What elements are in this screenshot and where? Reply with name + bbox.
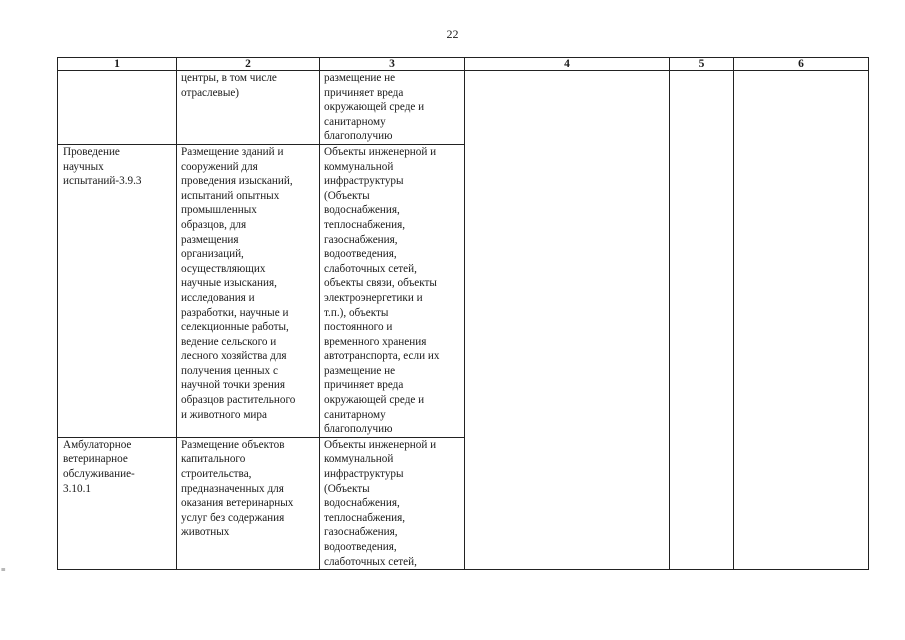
row3-auxiliary-objects-text: Объекты инженерной и коммунальной инфраструктуры (Объекты водоснабжения, теплоснабжения, газоснабжения, водоотведения, слаботочных сетей,	[324, 438, 437, 568]
row3-use-type-text: Амбулаторное ветеринарное обслуживание- 3.10.1	[63, 438, 135, 495]
row1-use-type	[58, 71, 177, 145]
table-header-row	[58, 58, 869, 71]
row2-use-type-text: Проведение научных испытаний-3.9.3	[63, 145, 142, 188]
row1-description	[177, 71, 320, 145]
table-row	[58, 71, 869, 145]
row2-auxiliary-objects-text: Объекты инженерной и коммунальной инфраструктуры (Объекты водоснабжения, теплоснабжения, газоснабжения, водоотведения, слаботочных сетей, объекты связи, объекты электроэнергетики и т.п.), объекты постоянного и временного хранения автотранспорта, если их размещение не причиняет вреда окружающей среде и санитарному благополучию	[324, 145, 440, 436]
row3-auxiliary-objects	[320, 437, 465, 569]
row3-description-text: Размещение объектов капитального строительства, предназначенных для оказания ветеринарных услуг без содержания животных	[181, 438, 294, 539]
page-number: 22	[446, 27, 459, 41]
column-header-2: 2	[177, 58, 320, 71]
row2-description	[177, 144, 320, 437]
column-4-cell	[465, 71, 670, 570]
row2-auxiliary-objects	[320, 144, 465, 437]
land-use-table	[57, 57, 869, 570]
column-header-5: 5	[670, 58, 734, 71]
margin-mark: ≡	[1, 565, 6, 574]
row1-auxiliary-objects	[320, 71, 465, 145]
column-header-3: 3	[320, 58, 465, 71]
column-6-cell	[734, 71, 869, 570]
row1-auxiliary-objects-text: размещение не причиняет вреда окружающей среде и санитарному благополучию	[324, 72, 425, 143]
row3-description	[177, 437, 320, 569]
column-header-4: 4	[465, 58, 670, 71]
row2-use-type	[58, 144, 177, 437]
row1-description-text: центры, в том числе отраслевые)	[181, 72, 277, 99]
column-header-6: 6	[734, 58, 869, 71]
row3-use-type	[58, 437, 177, 569]
column-5-cell	[670, 71, 734, 570]
row2-description-text: Размещение зданий и сооружений для проведения изысканий, испытаний опытных промышленных образцов, для размещения организаций, осуществляющих научные изыскания, исследования и разработки, научные и селекционные работы, ведение сельского и лесного хозяйства для получения ценных с научной точки зрения образцов растительного и животного мира	[181, 145, 296, 421]
column-header-1: 1	[58, 58, 177, 71]
